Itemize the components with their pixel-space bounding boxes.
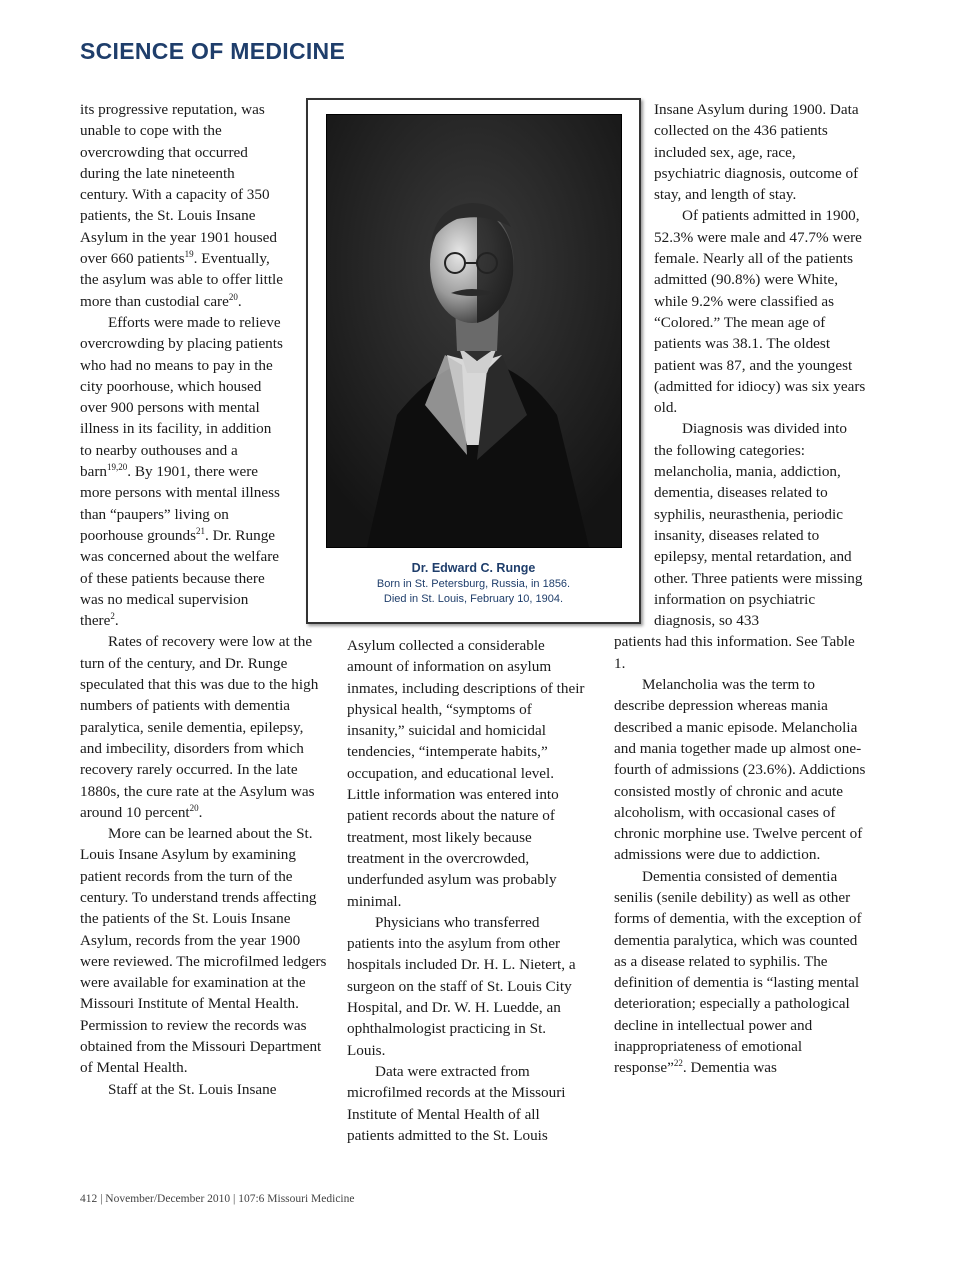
paragraph: its progressive reputation, was unable to cope with the overcrowding that occurred during the late nineteenth century. With a capacity of 350 patients, the St. Louis Insane Asylum in the year 1901 housed over 660 patients$^{19}$. Eventually, the asylum was able to offer little more than custodial care$^{20}$. — [80, 101, 284, 310]
portrait-illustration — [327, 115, 621, 547]
paragraph: Dementia consisted of dementia senilis (senile debility) as well as other forms of dementia, with the exception of dementia paralytica, which was counted as a disease related to syphilis. The definition of dementia is “lasting mental deterioration; especially a pathological decline in intellectual power and inappropriateness of emotional response”$^{22}$. Dementia was — [614, 867, 862, 1077]
reference: 19,20 — [107, 461, 128, 472]
paragraph: Diagnosis was divided into the following categories: melancholia, mania, addiction, dementia, diseases related to syphilis, neurasthenia, periodic insanity, diseases related to epilepsy, mental retardation, and other. Three patients were missing information on psychiatric diagnosis, so 433 — [654, 420, 863, 630]
paragraph: Rates of recovery were low at the turn of the century, and Dr. Runge speculated that this was due to the high numbers of patients with dementia paralytica, senile dementia, epilepsy, and imbecility, disorders from which recovery rarely occurred. In the late 1880s, the cure rate at the Asylum was around 10 percent$^{20}$. — [80, 633, 319, 821]
column-3 — [614, 99, 866, 1079]
paragraph: Data were extracted from microfilmed records at the Missouri Institute of Mental Health of all patients admitted to the St. Louis — [347, 1062, 566, 1144]
reference: 2 — [110, 611, 115, 622]
paragraph: Staff at the St. Louis Insane — [108, 1080, 277, 1098]
figure-caption — [308, 560, 639, 607]
paragraph: Physicians who transferred patients into the asylum from other hospitals included Dr. H. L. Nietert, a surgeon on the staff of St. Louis City Hospital, and Dr. W. H. Luedde, an ophthalmologist practicing in St. Louis. — [347, 913, 576, 1059]
page-footer: 412 | November/December 2010 | 107:6 Missouri Medicine — [80, 1193, 355, 1205]
reference: 20 — [189, 802, 199, 813]
column-2 — [347, 635, 587, 1146]
column-1-narrow — [80, 99, 285, 631]
portrait-figure — [306, 98, 641, 624]
column-3-shifted — [654, 99, 866, 631]
paragraph: Of patients admitted in 1900, 52.3% were male and 47.7% were female. Nearly all of the patients admitted (90.8%) were White, while 9.2% were classified as “Colored.” The mean age of patients was 38.1. The oldest patient was 87, and the youngest (admitted for idiocy) was six years old. — [654, 207, 866, 417]
column-1 — [80, 99, 328, 1100]
portrait-photo — [326, 114, 622, 548]
paragraph: Insane Asylum during 1900. Data collected on the 436 patients included sex, age, race, psychiatric diagnosis, outcome of stay, and length of stay. — [654, 101, 859, 204]
reference: 21 — [196, 525, 206, 536]
caption-died: Died in St. Louis, February 10, 1904. — [383, 593, 564, 605]
reference: 22 — [673, 1058, 683, 1069]
paragraph: Asylum collected a considerable amount of information on asylum inmates, including descriptions of their physical health, “symptoms of insanity,” suicidal and homicidal tendencies, “intemperate habits,” occupation, and educational level. Little information was entered into patient records about the nature of treatment, most likely because treatment in the overcrowded, underfunded asylum was probably minimal. — [347, 637, 585, 910]
reference: 19 — [184, 249, 194, 260]
section-header: SCIENCE OF MEDICINE — [80, 38, 346, 64]
caption-born: Born in St. Petersburg, Russia, in 1856. — [376, 578, 571, 590]
paragraph: patients had this information. See Table 1. — [614, 633, 855, 672]
paragraph: More can be learned about the St. Louis Insane Asylum by examining patient records from the turn of the century. To understand trends affecting the patients of the St. Louis Insane Asylum, records from the year 1900 were reviewed. The microfilmed ledgers were available for examination at the Missouri Institute of Mental Health. Permission to review the records was obtained from the Missouri Department of Mental Health. — [80, 825, 327, 1077]
paragraph: Efforts were made to relieve overcrowding by placing patients who had no means to pay in the city poorhouse, which housed over 900 persons with mental illness in its facility, in addition to nearby outhouses and a barn$^{19,20}$. By 1901, there were more persons with mental illness than “paupers” living on poorhouse grounds$^{21}$. Dr. Runge was concerned about the welfare of these patients because there was no medical supervision there$^2$. — [80, 313, 283, 630]
paragraph: Melancholia was the term to describe depression whereas mania described a manic episode. Melancholia and mania together made up almost one-fourth of admissions (23.6%). Addictions consisted mostly of chronic and acute alcoholism, with occasional cases of chronic morphine use. Twelve percent of admissions were due to addiction. — [614, 676, 866, 864]
caption-name: Dr. Edward C. Runge — [411, 561, 536, 575]
reference: 20 — [228, 291, 238, 302]
